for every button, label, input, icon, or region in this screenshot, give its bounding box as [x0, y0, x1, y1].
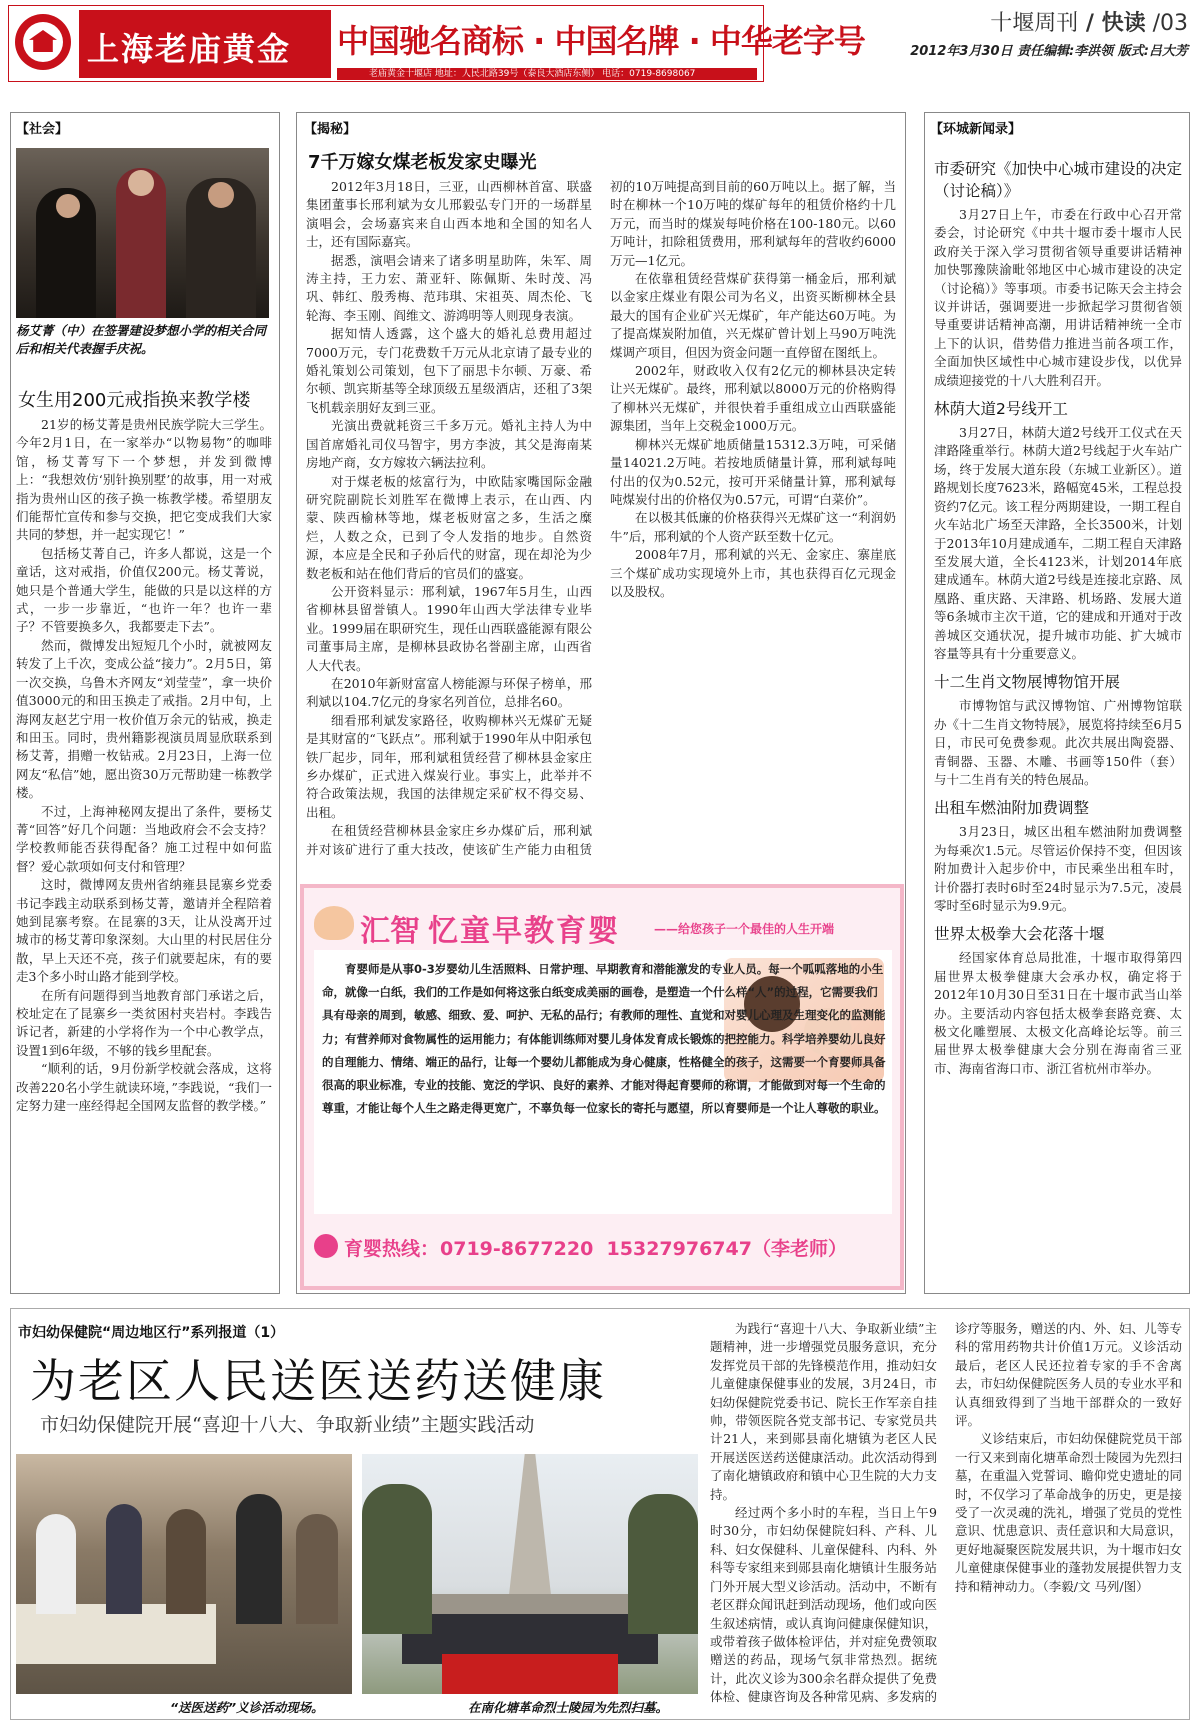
childcare-ad	[300, 884, 904, 1290]
paragraph: 这时，微博网友贵州省纳雍县昆寨乡党委书记李践主动联系到杨艾菁，邀请并全程陪着她到昆寨考察。在昆寨的3天，让从没离开过城市的杨艾菁印象深刻。大山里的村民居住分散，早上天还不亮，孩子们就要起床，有的要走3个多小时山路才能到学校。	[16, 877, 272, 985]
paragraph: 在依靠租赁经营煤矿获得第一桶金后，邢利斌以金家庄煤业有限公司为名义，出资买断柳林全县最大的国有企业矿兴无煤矿，年产能达60万吨。为了提高煤炭附加值，兴无煤矿曾计划上马90万吨洗煤调产项目，但因为资金问题一直停留在图纸上。	[610, 271, 896, 360]
paragraph: 2002年，财政收入仅有2亿元的柳林县决定转让兴无煤矿。最终，邢利斌以8000万元的价格购得了柳林兴无煤矿，并很快着手重组成立山西联盛能源集团，当年上交税金1000万元。	[610, 363, 896, 434]
slogan: 中国驰名商标 · 中国名牌 · 中华老字号	[337, 22, 865, 60]
news-text: 3月27日上午，市委在行政中心召开常委会，讨论研究《中共十堰市委十堰市人民政府关于深入学习贯彻省领导重要讲话精神加快鄂豫陕渝毗邻地区中心城市建设的决定（讨论稿）》等事项。市委书记陈天会主持会议并讲话，强调要进一步掀起学习贯彻省领导重要讲话精神高潮，用讲话精神统一全市上下的认识，借势借力推进当前各项工作，全面加快区域性中心城市建设步伐，以优异成绩迎接党的十八大胜利召开。	[934, 207, 1182, 388]
paragraph: 在租赁经营柳林县金家庄乡办煤矿后，邢利斌并对该矿进行了重大技改，使该矿生产能力由租赁初的10万吨提高到目前的60万吨以上。据了解，当时在柳林一个10万吨的煤矿每年的租赁价格约十几万元，而当时的煤炭每吨价格在100-180元。以60万吨计，扣除租赁费用，邢利斌每年的营收约6000万元—1亿元。	[306, 179, 896, 857]
middle-headline: 7千万嫁女煤老板发家史曝光	[308, 152, 537, 173]
paragraph: 柳林兴无煤矿地质储量15312.3万吨，可采储量14021.2万吨。若按地质储量计算，邢利斌每吨付出的仅为0.52元，按可开采储量计算，邢利斌每吨煤炭付出的价格仅为0.57元，可谓“白菜价”。	[610, 436, 896, 507]
left-article-body	[16, 416, 272, 1286]
news-text: 3月23日，城区出租车燃油附加费调整为每乘次1.5元。尽管运价保持不变，但因该附加费计入起步价中，市民乘坐出租车时，计价器打表时6时至24时显示为7.5元，凌晨零时至6时显示为9.9元。	[934, 824, 1182, 913]
news-text: 3月27日，林荫大道2号线开工仪式在天津路隆重举行。林荫大道2号线起于火车站广场，终于发展大道东段（东城工业新区）。道路规划长度7623米，路幅宽45米，工程总投资约7亿元。该工程分两期建设，一期工程自火车站北广场至天津路，全长3500米，计划于2013年10月建成通车，二期工程自天津路至发展大道，全长4123米，计划2014年底建成通车。林荫大道2号线是连接北京路、凤凰路、重庆路、天津路、机场路、发展大道等6条城市主次干道，它的建成和开通对于改善城区交通状况，提升城市功能、扩大城市容量等具有十分重要意义。	[934, 425, 1182, 661]
paragraph: 包括杨艾菁自己，许多人都说，这是一个童话，这对戒指，价值仅200元。杨艾菁说，她只是个普通大学生，能做的只是以这样的方式，一步一步靠近，“也许一年？也许一辈子？不管要换多久，我都要走下去”。	[16, 545, 272, 635]
paragraph: 2012年3月18日，三亚，山西柳林首富、联盛集团董事长邢利斌为女儿邢毅弘专门开的一场群星演唱会，会场嘉宾来自山西本地和全国的知名人士，还有国际嘉宾。	[306, 179, 592, 250]
paragraph: 细看邢利斌发家路径，收购柳林兴无煤矿无疑是其财富的“飞跃点”。邢利斌于1990年从中阳承包铁厂起步，同年，邢利斌租赁经营了柳林县金家庄乡办煤矿，正式进入煤炭行业。事实上，此举并不符合政策法规，我国的法律规定采矿权不得交易、出租。	[306, 712, 592, 820]
paper-name: 十堰周刊	[990, 11, 1079, 36]
news-title: 林荫大道2号线开工	[934, 400, 1068, 419]
paragraph: 2008年7月，邢利斌的兴无、金家庄、寨崖底三个煤矿成功实现境外上市，其也获得百亿元现金以及股权。	[610, 547, 896, 599]
news-title: 市委研究《加快中心城市建设的决定（讨论稿）》	[934, 160, 1182, 200]
news-text: 经国家体育总局批准，十堰市取得第四届世界太极拳健康大会承办权，确定将于2012年10月30日至31日在十堰市武当山举办。主要活动内容包括太极拳套路竞赛、太极文化雕塑展、太极文化高峰论坛等。前三届世界太极拳健康大会分别在海南省三亚市、海南省海口市、浙江省杭州市举办。	[934, 950, 1182, 1076]
news-title: 世界太极拳大会花落十堰	[934, 925, 1105, 944]
logo-text: 上海老庙黄金	[87, 30, 292, 68]
section-tag-reveal: 【揭秘】	[304, 122, 357, 137]
section-tag-social: 【社会】	[16, 122, 69, 137]
page-number: 03	[1160, 11, 1188, 36]
paragraph: 据悉，演唱会请来了诸多明星助阵，朱军、周涛主持，王力宏、萧亚轩、陈佩斯、朱时茂、冯巩、韩红、殷秀梅、范玮琪、宋祖英、周杰伦、飞轮海、李玉刚、阎维文、游鸿明等人则现身表演。	[306, 252, 592, 323]
paragraph: 不过，上海神秘网友提出了条件，要杨艾菁“回答”好几个问题：当地政府会不会支持？学校教师能否获得配备？施工过程中如何监督？爱心款项如何支付和管理？	[16, 803, 272, 874]
feature-headline: 为老区人民送医送药送健康	[30, 1354, 606, 1408]
news-title: 出租车燃油附加费调整	[934, 799, 1090, 818]
feature-body	[710, 1320, 1182, 1714]
paragraph: 在以极其低廉的价格获得兴无煤矿这一“利润奶牛”后，邢利斌的个人资产跃至数十亿元。	[610, 510, 896, 544]
feature-kicker: 市妇幼保健院“周边地区行”系列报道（1）	[18, 1325, 285, 1341]
news-title: 十二生肖文物展博物馆开展	[934, 673, 1121, 692]
middle-article-body	[306, 178, 896, 870]
news-text: 市博物馆与武汉博物馆、广州博物馆联办《十二生肖文物特展》，展览将持续至6月5日，市民可免费参观。此次共展出陶瓷器、青铜器、玉器、木雕、书画等150件（套）与十二生肖有关的特色展品。	[934, 698, 1182, 787]
paragraph: “顺利的话，9月份新学校就会落成，这将改善220名小学生就读环境，”李践说，“我们一定努力建一座经得起全国网友监督的教学楼。”	[16, 1061, 272, 1114]
paragraph: 对于煤老板的炫富行为，中欧陆家嘴国际金融研究院副院长刘胜军在微博上表示，在山西、内蒙、陕西榆林等地，煤老板财富之多，生活之糜烂，人数之众，已到了令人发指的地步。自然资源，本应是全民和子孙后代的财富，现在却沦为少数老板和站在他们背后的官员们的盛宴。	[306, 473, 592, 581]
paragraph: 21岁的杨艾菁是贵州民族学院大三学生。今年2月1日，在一家举办“以物易物”的咖啡馆，杨艾菁写下一个梦想，并发到微博上：“我想效仿‘别针换别墅’的故事，用一对戒指为贵州山区的孩子换一栋教学楼。希望朋友们能帮忙宣传和参与交换，把它变成我们大家共同的梦想，并一起实现它！”	[16, 417, 272, 543]
ad-tagline: ——给您孩子一个最佳的人生开端	[654, 922, 835, 936]
paragraph: 在所有问题得到当地教育部门承诺之后，校址定在了昆寨乡一类贫困村夹岩村。李践告诉记者，新建的小学将作为一个中心教学点，设置1到6年级，不够的钱乡里配套。	[16, 987, 272, 1058]
store-line: 老庙黄金十堰店 地址：人民北路39号（泰良大酒店东侧） 电话：0719-8698067	[369, 69, 696, 79]
section-tag-city-news: 【环城新闻录】	[930, 122, 1022, 137]
right-news-list	[934, 158, 1182, 1288]
paragraph: 在2010年新财富富人榜能源与环保子榜单，邢利斌以104.7亿元的身家名列首位，总排名60。	[306, 675, 592, 710]
ad-hotline: 0719-8677220 15327976747（李老师）	[440, 1238, 847, 1260]
section-name: 快读	[1101, 11, 1146, 36]
cemetery-photo	[362, 1454, 698, 1694]
feature-subhead: 市妇幼保健院开展“喜迎十八大、争取新业绩”主题实践活动	[40, 1414, 535, 1436]
paragraph: 经过两个多小时的车程，当日上午9时30分，市妇幼保健院妇科、产科、儿科、妇女保健科、儿童保健科、内科、外科等专家组来到郧县南化塘镇计生服务站门外开展大型义诊活动。活动中，不断有老区群众闻讯赶到活动现场，他们或向医生叙述病情，或认真询问健康保健知识，或带着孩子做体检评估，并对症免费领取赠送的药品，现场气氛非常热烈。据统计，此次义诊为300余名群众提供了免费体检、健康咨询及各种常见病、多发病的诊疗等服务，赠送的内、外、妇、儿等专科的常用药物共计价值1万元。义诊活动最后，老区人民还拉着专家的手不舍离去，市妇幼保健院医务人员的专业水平和认真细致得到了当地干部群众的一致好评。	[710, 1321, 1182, 1705]
paragraph: 据知情人透露，这个盛大的婚礼总费用超过7000万元，专门花费数千万元从北京请了最专业的婚礼策划公司策划，包下了丽思卡尔顿、万豪、希尔顿、凯宾斯基等全球顶级五星级酒店，还租了3架飞机载亲朋好友到三亚。	[306, 326, 592, 415]
paragraph: 然而，微博发出短短几个小时，就被网友转发了上千次，变成公益“接力”。2月5日，第一次交换，乌鲁木齐网友“刘莹莹”，拿一块价值3000元的和田玉换走了戒指。2月中旬，上海网友赵艺宁用一枚价值万余元的钻戒，换走和田玉。同时，贵州籍影视演员周显欣联系到杨艾菁，捐赠一枚钻戒。2月23日，上海一位网友“私信”她，愿出资30万元帮助建一栋教学楼。	[16, 637, 272, 801]
paragraph: 为践行“喜迎十八大、争取新业绩”主题精神，进一步增强党员服务意识，充分发挥党员干部的先锋模范作用，推动妇女儿童健康保健事业的发展，3月24日，市妇幼保健院党委书记、院长王作军亲自挂帅，带领医院各党支部书记、专家党员共计21人，来到郧县南化塘镇为老区人民开展送医送药送健康活动。此次活动得到了南化塘镇政府和镇中心卫生院的大力支持。	[710, 1321, 937, 1502]
date-line: 2012年3月30日 责任编辑:李洪领 版式:吕大芳	[910, 44, 1188, 59]
clinic-photo-caption: “送医送药”义诊活动现场。	[170, 1700, 324, 1715]
phone-icon	[314, 1234, 338, 1258]
paragraph: 公开资料显示：邢利斌，1967年5月生，山西省柳林县留誉镇人。1990年山西大学法律专业毕业。1999届在职研究生，现任山西联盛能源有限公司董事局主席，是柳林县政协名誉副主席，山西省人大代表。	[306, 583, 592, 673]
ad-title: 忆童早教育婴	[428, 914, 620, 949]
left-headline: 女生用200元戒指换来教学楼	[18, 390, 251, 411]
ad-body: 育婴师是从事0-3岁婴幼儿生活照料、日常护理、早期教育和潜能激发的专业人员。每一个呱呱落地的小生命，就像一白纸，我们的工作是如何将这张白纸变成美丽的画卷，是塑造一个什么样“人”的过程，它需要我们具有母亲的周到，敏感、细致、爱、呵护、无私的品行；有教师的理性、直觉和对婴儿心理及生理变化的监测能力；有营养师对食物属性的运用能力；有体能训练师对婴儿身体发育成长锻炼的把控能力。科学培养婴幼儿良好的自理能力、情绪、端正的品行，让每一个婴幼儿都能成为身心健康，性格健全的孩子，这需要一个育婴师具备很高的职业标准，专业的技能、宽泛的学识、良好的素养、才能对得起育婴师的称谓，才能做到对每一个生命的尊重，才能让每个人生之路走得更宽广，不辜负每一位家长的寄托与愿望，所以育婴师是一个让人尊敬的职业。	[322, 962, 886, 1116]
ad-brand: 汇智	[360, 914, 420, 949]
bear-icon	[314, 906, 354, 940]
masthead-ad	[8, 5, 865, 82]
signing-photo	[16, 148, 269, 318]
signing-photo-caption: 杨艾菁（中）在签署建设梦想小学的相关合同后和相关代表握手庆祝。	[16, 323, 267, 356]
clinic-photo	[16, 1454, 352, 1694]
cemetery-photo-caption: 在南化塘革命烈士陵园为先烈扫墓。	[468, 1700, 669, 1715]
paper-title: 十堰周刊 / 快读 /03	[990, 11, 1188, 36]
paragraph: 光演出费就耗资三千多万元。婚礼主持人为中国首席婚礼司仪马智宇，男方李波，其父是海南某房地产商，女方嫁妆六辆法拉利。	[306, 418, 592, 471]
paragraph: 义诊结束后，市妇幼保健院党员干部一行又来到南化塘革命烈士陵园为先烈扫墓，在重温入党誓词、瞻仰党史遗址的同时，不仅学习了革命战争的历史，更是接受了一次灵魂的洗礼，增强了党员的党性意识、忧患意识、责任意识和大局意识，更好地凝聚医院发展共识，为十堰市妇女儿童健康保健事业的蓬勃发展提供智力支持和精神动力。（李毅/文 马列/图）	[955, 1431, 1182, 1594]
ad-hotline-label: 育婴热线：	[344, 1238, 440, 1260]
